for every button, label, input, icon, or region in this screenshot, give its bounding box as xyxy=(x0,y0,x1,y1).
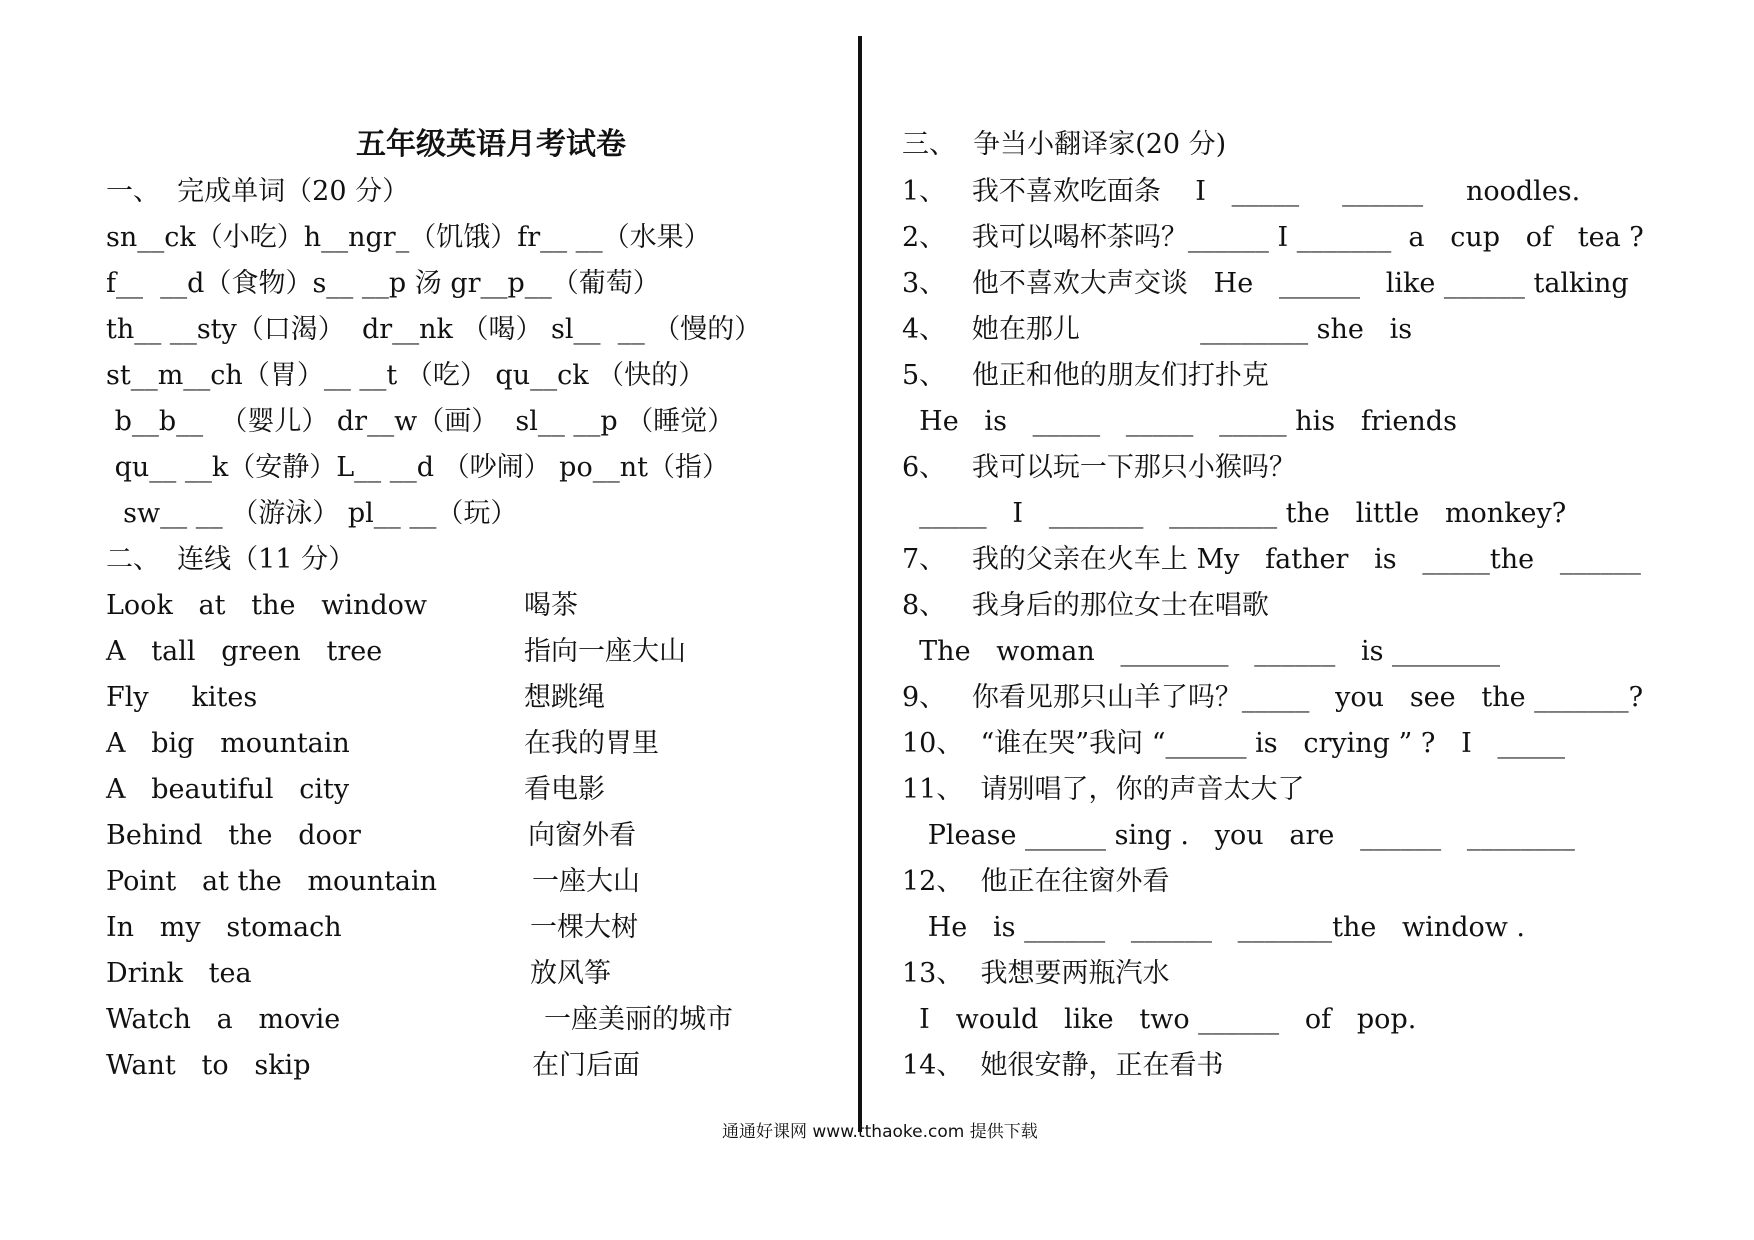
section-1-heading: 一、 完成单词（20 分） xyxy=(106,176,410,207)
matching-chinese-phrase: 在门后面 xyxy=(532,1050,640,1081)
translation-line: 5、 他正和他的朋友们打扑克 xyxy=(902,360,1269,391)
translation-line: 7、 我的父亲在火车上 My father is _____the ______ xyxy=(902,544,1641,575)
translation-line: 8、 我身后的那位女士在唱歌 xyxy=(902,590,1269,621)
translation-line: 13、 我想要两瓶汽水 xyxy=(902,958,1170,989)
section-2-heading: 二、 连线（11 分） xyxy=(106,544,356,575)
page-title: 五年级英语月考试卷 xyxy=(356,127,626,162)
matching-english-phrase: Watch a movie xyxy=(106,1004,341,1035)
matching-chinese-phrase: 一座大山 xyxy=(532,866,640,897)
matching-english-phrase: Point at the mountain xyxy=(106,866,438,897)
word-completion-line: st__m__ch（胃）__ __t （吃） qu__ck （快的） xyxy=(106,360,706,391)
translation-line: 12、 他正在往窗外看 xyxy=(902,866,1170,897)
matching-chinese-phrase: 想跳绳 xyxy=(524,682,605,713)
word-completion-line: qu__ __k（安静）L__ __d （吵闹） po__nt（指） xyxy=(106,452,729,483)
translation-line: Please ______ sing . you are ______ ________ xyxy=(902,820,1575,851)
matching-chinese-phrase: 指向一座大山 xyxy=(524,636,686,667)
matching-english-phrase: Drink tea xyxy=(106,958,252,989)
matching-chinese-phrase: 看电影 xyxy=(524,774,605,805)
translation-line: 10、 “谁在哭”我问 “______ is crying ” ? I _____ xyxy=(902,728,1566,759)
translation-line: 2、 我可以喝杯茶吗？______ I _______ a cup of tea ? xyxy=(902,222,1644,253)
matching-english-phrase: A tall green tree xyxy=(106,636,383,667)
translation-line: 14、 她很安静，正在看书 xyxy=(902,1050,1224,1081)
matching-chinese-phrase: 放风筝 xyxy=(530,958,611,989)
matching-chinese-phrase: 一棵大树 xyxy=(530,912,638,943)
word-completion-line: sn__ck（小吃）h__ngr_（饥饿）fr__ __（水果） xyxy=(106,222,711,253)
translation-line: He is _____ _____ _____ his friends xyxy=(902,406,1457,437)
translation-line: 6、 我可以玩一下那只小猴吗？ xyxy=(902,452,1296,483)
matching-chinese-phrase: 喝茶 xyxy=(524,590,578,621)
translation-line: 11、 请别唱了，你的声音太大了 xyxy=(902,774,1305,805)
word-completion-line: th__ __sty（口渴） dr__nk （喝） sl__ __ （慢的） xyxy=(106,314,762,345)
column-divider xyxy=(858,36,862,1132)
translation-line: He is ______ ______ _______the window . xyxy=(902,912,1526,943)
translation-line: 9、 你看见那只山羊了吗？_____ you see the _______? xyxy=(902,682,1644,713)
translation-line: 4、 她在那儿 ________ she is xyxy=(902,314,1413,345)
translation-line: 1、 我不喜欢吃面条 I _____ ______ noodles. xyxy=(902,176,1581,207)
matching-english-phrase: A beautiful city xyxy=(106,774,350,805)
word-completion-line: f__ __d（食物）s__ __p 汤 gr__p__（葡萄） xyxy=(106,268,660,299)
matching-english-phrase: Behind the door xyxy=(106,820,361,851)
matching-chinese-phrase: 在我的胃里 xyxy=(524,728,659,759)
word-completion-line: b__b__ （婴儿） dr__w（画） sl__ __p （睡觉） xyxy=(106,406,735,437)
matching-english-phrase: A big mountain xyxy=(106,728,350,759)
section-3-heading: 三、 争当小翻译家(20 分) xyxy=(902,129,1227,160)
matching-english-phrase: Look at the window xyxy=(106,590,427,621)
translation-line: The woman ________ ______ is ________ xyxy=(902,636,1501,667)
matching-english-phrase: Want to skip xyxy=(106,1050,311,1081)
translation-line: _____ I _______ ________ the little monkey? xyxy=(902,498,1567,529)
footer-source: 通通好课网 www.tthaoke.com 提供下载 xyxy=(722,1122,1038,1142)
matching-chinese-phrase: 向窗外看 xyxy=(528,820,636,851)
matching-english-phrase: Fly kites xyxy=(106,682,258,713)
translation-line: 3、 他不喜欢大声交谈 He ______ like ______ talking xyxy=(902,268,1629,299)
matching-chinese-phrase: 一座美丽的城市 xyxy=(544,1004,733,1035)
matching-english-phrase: In my stomach xyxy=(106,912,342,943)
word-completion-line: sw__ __ （游泳） pl__ __（玩） xyxy=(106,498,518,529)
translation-line: I would like two ______ of pop. xyxy=(902,1004,1417,1035)
